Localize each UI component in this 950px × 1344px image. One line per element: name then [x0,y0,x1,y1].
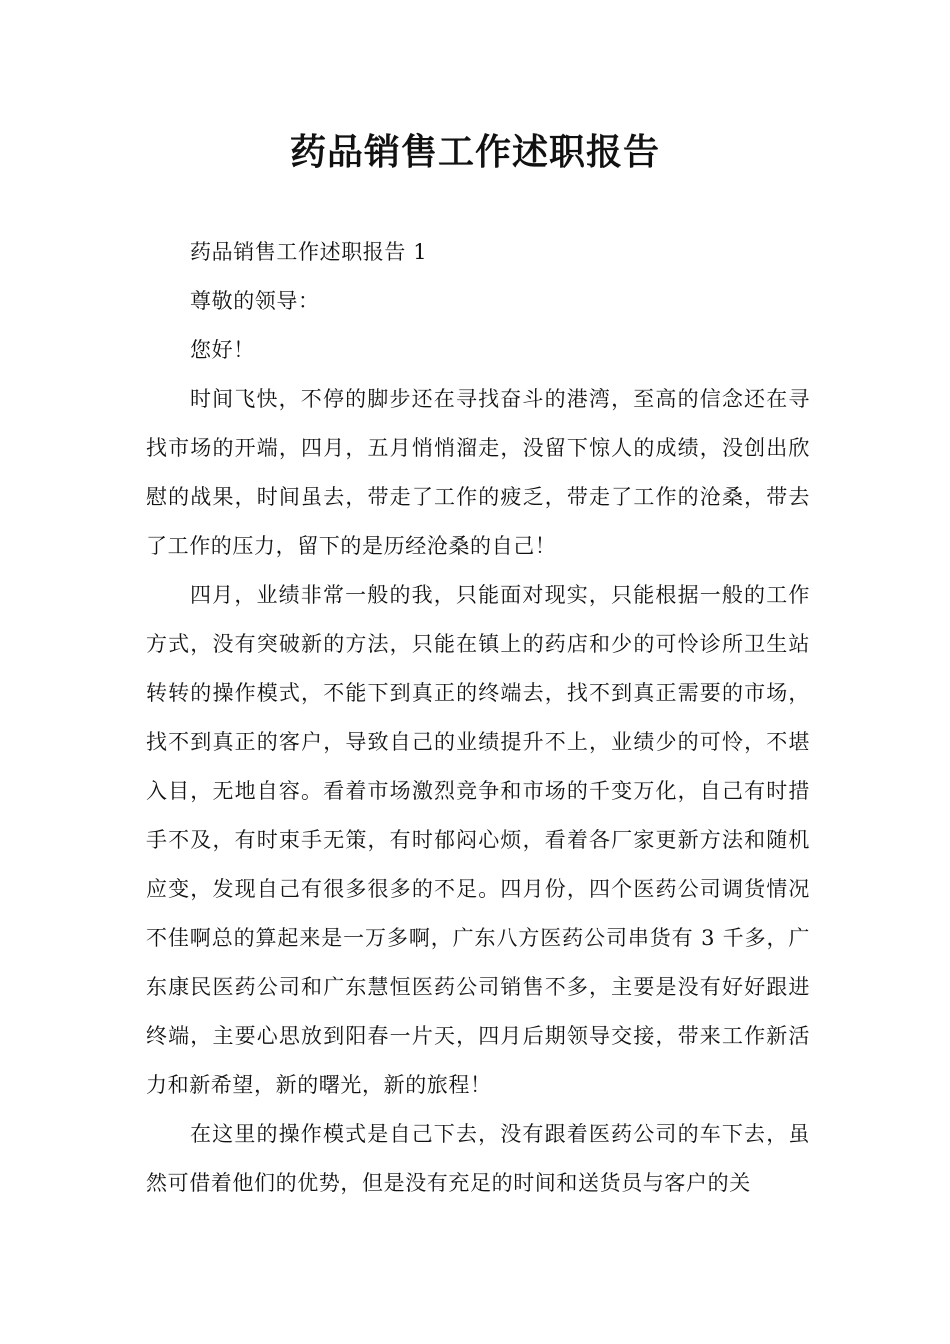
report-subtitle: 药品销售工作述职报告 1 [190,240,428,264]
document-title: 药品销售工作述职报告 [289,132,660,173]
body-paragraph: 四月，业绩非常一般的我，只能面对现实，只能根据一般的工作方式，没有突破新的方法，只能在镇上的药店和少的可怜诊所卫生站转转的操作模式，不能下到真正的终端去，找不到真正需要的市场，找不到真正的客户，导致自己的业绩提升不上，业绩少的可怜，不堪入目，无地自容。看着市场激烈竞争和市场的千变万化，自己有时措手不及，有时束手无策，有时郁闷心烦，看着各厂家更新方法和随机应变，发现自己有很多很多的不足。四月份，四个医药公司调货情况不佳啊总的算起来是一万多啊，广东八方医药公司串货有 3 千多，广东康民医药公司和广东慧恒医药公司销售不多，主要是没有好好跟进终端，主要心思放到阳春一片天，四月后期领导交接，带来工作新活力和新希望，新的曙光，新的旅程！ [146,583,810,1097]
body-paragraph: 在这里的操作模式是自己下去，没有跟着医药公司的车下去，虽然可借着他们的优势，但是没有充足的时间和送货员与客户的关 [146,1122,810,1195]
body-paragraph: 时间飞快，不停的脚步还在寻找奋斗的港湾，至高的信念还在寻找市场的开端，四月，五月悄悄溜走，没留下惊人的成绩，没创出欣慰的战果，时间虽去，带走了工作的疲乏，带走了工作的沧桑，带去了工作的压力，留下的是历经沧桑的自己！ [146,387,810,558]
salutation: 尊敬的领导： [190,289,320,313]
greeting: 您好！ [190,338,255,362]
document-body [146,228,810,1208]
